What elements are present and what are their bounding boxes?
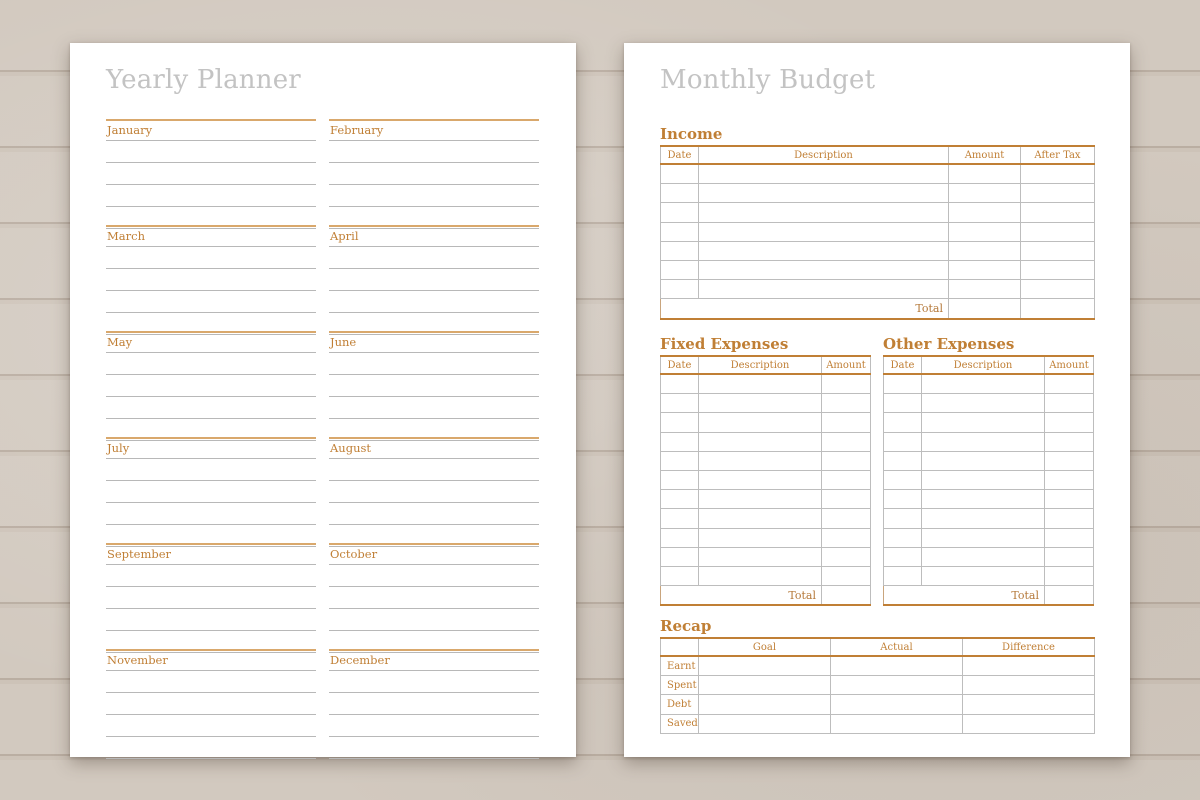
- table-row: [884, 528, 1094, 547]
- recap-row: [661, 714, 1095, 733]
- table-cell[interactable]: [884, 566, 922, 585]
- recap-row: [661, 656, 1095, 676]
- month-label: April: [329, 225, 539, 247]
- table-row: [661, 203, 1095, 222]
- planner-line[interactable]: [329, 481, 539, 503]
- income-col-date: Date: [661, 146, 699, 164]
- recap-row-label: Debt: [661, 695, 699, 714]
- table-cell[interactable]: [822, 413, 871, 432]
- table-cell[interactable]: [884, 490, 922, 509]
- table-cell[interactable]: [699, 432, 822, 451]
- month-block: [329, 649, 539, 759]
- table-cell[interactable]: [1021, 241, 1095, 260]
- table-cell[interactable]: [922, 566, 1045, 585]
- recap-col-actual: Actual: [831, 638, 963, 656]
- table-row: [661, 164, 1095, 184]
- table-row: [661, 374, 871, 394]
- month-block: [329, 119, 539, 229]
- table-cell[interactable]: [699, 280, 949, 299]
- planner-line[interactable]: [329, 269, 539, 291]
- table-row: [661, 184, 1095, 203]
- table-cell[interactable]: [1021, 260, 1095, 279]
- table-cell[interactable]: [1045, 509, 1094, 528]
- planner-line[interactable]: [329, 141, 539, 163]
- table-row: [884, 451, 1094, 470]
- recap-cell[interactable]: [831, 676, 963, 695]
- planner-line[interactable]: [329, 291, 539, 313]
- fixed-col-description: Description: [699, 356, 822, 374]
- table-row: [661, 470, 871, 489]
- table-cell[interactable]: [822, 566, 871, 585]
- other-expenses-table: [883, 355, 1094, 606]
- table-row: [884, 509, 1094, 528]
- planner-line[interactable]: [329, 609, 539, 631]
- recap-cell[interactable]: [963, 714, 1095, 733]
- table-row: [661, 490, 871, 509]
- month-label: March: [106, 225, 316, 247]
- table-row: [661, 280, 1095, 299]
- table-cell[interactable]: [822, 470, 871, 489]
- table-cell[interactable]: [922, 547, 1045, 566]
- table-row: [884, 394, 1094, 413]
- planner-line[interactable]: [106, 185, 316, 207]
- recap-col-difference: Difference: [963, 638, 1095, 656]
- table-cell[interactable]: [699, 241, 949, 260]
- planner-line[interactable]: [329, 715, 539, 737]
- planner-line[interactable]: [106, 587, 316, 609]
- table-row: [884, 490, 1094, 509]
- table-row: [661, 222, 1095, 241]
- table-cell[interactable]: [1045, 566, 1094, 585]
- table-cell[interactable]: [922, 509, 1045, 528]
- table-cell[interactable]: [884, 509, 922, 528]
- table-cell[interactable]: [1021, 222, 1095, 241]
- planner-line[interactable]: [329, 375, 539, 397]
- recap-cell[interactable]: [699, 676, 831, 695]
- table-row: [884, 470, 1094, 489]
- month-label: July: [106, 437, 316, 459]
- table-cell[interactable]: [822, 432, 871, 451]
- table-cell[interactable]: [884, 451, 922, 470]
- table-cell[interactable]: [661, 374, 699, 394]
- recap-rows: [661, 656, 1095, 733]
- planner-line[interactable]: [329, 353, 539, 375]
- total-row: [661, 586, 871, 606]
- table-cell[interactable]: [661, 528, 699, 547]
- month-label: November: [106, 649, 316, 671]
- planner-line[interactable]: [106, 503, 316, 525]
- table-cell[interactable]: [949, 203, 1021, 222]
- table-cell[interactable]: [822, 374, 871, 394]
- month-block: [106, 649, 316, 759]
- table-cell[interactable]: [661, 470, 699, 489]
- planner-line[interactable]: [106, 671, 316, 693]
- table-cell[interactable]: [884, 432, 922, 451]
- table-cell[interactable]: [922, 394, 1045, 413]
- table-cell[interactable]: [822, 509, 871, 528]
- table-cell[interactable]: [884, 374, 922, 394]
- table-cell[interactable]: [922, 374, 1045, 394]
- table-cell[interactable]: [949, 184, 1021, 203]
- table-cell[interactable]: [922, 451, 1045, 470]
- planner-line[interactable]: [329, 247, 539, 269]
- table-cell[interactable]: [1021, 203, 1095, 222]
- table-cell[interactable]: [884, 413, 922, 432]
- income-table: [660, 145, 1095, 320]
- recap-cell[interactable]: [963, 676, 1095, 695]
- planner-line[interactable]: [329, 671, 539, 693]
- total-cell[interactable]: [1045, 586, 1094, 606]
- table-row: [884, 413, 1094, 432]
- table-cell[interactable]: [1045, 413, 1094, 432]
- month-block: [106, 437, 316, 547]
- recap-row-label: Saved: [661, 714, 699, 733]
- table-cell[interactable]: [661, 413, 699, 432]
- recap-cell[interactable]: [699, 714, 831, 733]
- recap-cell[interactable]: [963, 695, 1095, 714]
- table-cell[interactable]: [922, 413, 1045, 432]
- planner-line[interactable]: [106, 715, 316, 737]
- other-expenses-rows: [884, 374, 1094, 605]
- planner-line[interactable]: [329, 163, 539, 185]
- planner-line[interactable]: [329, 185, 539, 207]
- table-cell[interactable]: [1045, 490, 1094, 509]
- recap-cell[interactable]: [831, 714, 963, 733]
- other-col-date: Date: [884, 356, 922, 374]
- table-cell[interactable]: [661, 203, 699, 222]
- month-block: [106, 543, 316, 653]
- table-cell[interactable]: [822, 451, 871, 470]
- month-block: [106, 331, 316, 441]
- table-cell[interactable]: [699, 509, 822, 528]
- table-cell[interactable]: [1045, 394, 1094, 413]
- table-cell[interactable]: [699, 547, 822, 566]
- table-row: [661, 394, 871, 413]
- table-cell[interactable]: [884, 394, 922, 413]
- table-row: [661, 413, 871, 432]
- recap-cell[interactable]: [831, 695, 963, 714]
- table-cell[interactable]: [699, 203, 949, 222]
- table-row: [884, 432, 1094, 451]
- table-cell[interactable]: [661, 490, 699, 509]
- total-label: Total: [661, 299, 949, 319]
- table-cell[interactable]: [699, 394, 822, 413]
- fixed-col-amount: Amount: [822, 356, 871, 374]
- table-cell[interactable]: [699, 413, 822, 432]
- recap-row: [661, 695, 1095, 714]
- month-label: December: [329, 649, 539, 671]
- table-row: [661, 528, 871, 547]
- recap-cell[interactable]: [963, 656, 1095, 676]
- table-cell[interactable]: [1045, 451, 1094, 470]
- table-cell[interactable]: [1045, 432, 1094, 451]
- planner-line[interactable]: [329, 737, 539, 759]
- recap-cell[interactable]: [699, 656, 831, 676]
- table-cell[interactable]: [1021, 184, 1095, 203]
- planner-line[interactable]: [106, 609, 316, 631]
- table-row: [661, 509, 871, 528]
- table-cell[interactable]: [661, 394, 699, 413]
- income-col-amount: Amount: [949, 146, 1021, 164]
- income-col-description: Description: [699, 146, 949, 164]
- table-cell[interactable]: [1021, 164, 1095, 184]
- table-cell[interactable]: [661, 241, 699, 260]
- table-cell[interactable]: [661, 164, 699, 184]
- month-block: [106, 119, 316, 229]
- table-cell[interactable]: [661, 222, 699, 241]
- planner-line[interactable]: [106, 459, 316, 481]
- recap-row: [661, 676, 1095, 695]
- month-block: [329, 225, 539, 335]
- monthly-budget-page: [624, 43, 1130, 757]
- planner-line[interactable]: [106, 397, 316, 419]
- table-row: [884, 374, 1094, 394]
- recap-heading: Recap: [660, 617, 712, 635]
- table-row: [661, 432, 871, 451]
- planner-line[interactable]: [329, 397, 539, 419]
- table-cell[interactable]: [699, 184, 949, 203]
- recap-row-label: Earnt: [661, 656, 699, 676]
- planner-line[interactable]: [329, 587, 539, 609]
- table-cell[interactable]: [699, 260, 949, 279]
- month-label: January: [106, 119, 316, 141]
- total-row: [661, 299, 1095, 319]
- planner-line[interactable]: [106, 141, 316, 163]
- table-cell[interactable]: [661, 547, 699, 566]
- planner-line[interactable]: [106, 565, 316, 587]
- table-row: [661, 260, 1095, 279]
- table-cell[interactable]: [699, 490, 822, 509]
- month-label: May: [106, 331, 316, 353]
- table-cell[interactable]: [699, 374, 822, 394]
- planner-line[interactable]: [329, 503, 539, 525]
- recap-table: [660, 637, 1095, 734]
- fixed-expenses-rows: [661, 374, 871, 605]
- table-cell[interactable]: [822, 490, 871, 509]
- total-cell[interactable]: [949, 299, 1021, 319]
- table-cell[interactable]: [661, 432, 699, 451]
- table-row: [884, 547, 1094, 566]
- table-cell[interactable]: [1021, 280, 1095, 299]
- table-cell[interactable]: [699, 566, 822, 585]
- table-cell[interactable]: [949, 164, 1021, 184]
- yearly-planner-page: [70, 43, 576, 757]
- table-cell[interactable]: [661, 184, 699, 203]
- income-heading: Income: [660, 125, 723, 143]
- month-label: October: [329, 543, 539, 565]
- planner-line[interactable]: [329, 459, 539, 481]
- table-cell[interactable]: [884, 528, 922, 547]
- table-cell[interactable]: [884, 547, 922, 566]
- total-row: [884, 586, 1094, 606]
- table-cell[interactable]: [922, 432, 1045, 451]
- table-cell[interactable]: [884, 470, 922, 489]
- planner-line[interactable]: [329, 565, 539, 587]
- income-col-after-tax: After Tax: [1021, 146, 1095, 164]
- month-label: February: [329, 119, 539, 141]
- planner-line[interactable]: [106, 353, 316, 375]
- table-cell[interactable]: [1045, 547, 1094, 566]
- planner-line[interactable]: [106, 481, 316, 503]
- other-col-description: Description: [922, 356, 1045, 374]
- planner-line[interactable]: [106, 163, 316, 185]
- table-cell[interactable]: [699, 528, 822, 547]
- table-cell[interactable]: [949, 280, 1021, 299]
- monthly-budget-title: Monthly Budget: [660, 65, 876, 95]
- table-cell[interactable]: [1045, 470, 1094, 489]
- recap-col-goal: Goal: [699, 638, 831, 656]
- table-cell[interactable]: [922, 490, 1045, 509]
- table-cell[interactable]: [661, 509, 699, 528]
- table-cell[interactable]: [661, 260, 699, 279]
- fixed-expenses-table: [660, 355, 871, 606]
- table-row: [661, 451, 871, 470]
- table-cell[interactable]: [661, 280, 699, 299]
- table-cell[interactable]: [822, 394, 871, 413]
- table-cell[interactable]: [661, 451, 699, 470]
- total-label: Total: [884, 586, 1045, 606]
- table-cell[interactable]: [699, 451, 822, 470]
- planner-line[interactable]: [106, 375, 316, 397]
- table-cell[interactable]: [1045, 528, 1094, 547]
- month-block: [106, 225, 316, 335]
- other-expenses-heading: Other Expenses: [883, 335, 1015, 353]
- month-label: September: [106, 543, 316, 565]
- total-cell[interactable]: [1021, 299, 1095, 319]
- month-block: [329, 437, 539, 547]
- table-cell[interactable]: [699, 164, 949, 184]
- month-label: June: [329, 331, 539, 353]
- total-label: Total: [661, 586, 822, 606]
- recap-cell[interactable]: [699, 695, 831, 714]
- table-row: [884, 566, 1094, 585]
- planner-line[interactable]: [106, 291, 316, 313]
- total-cell[interactable]: [822, 586, 871, 606]
- table-cell[interactable]: [949, 222, 1021, 241]
- other-col-amount: Amount: [1045, 356, 1094, 374]
- table-cell[interactable]: [922, 470, 1045, 489]
- table-cell[interactable]: [1045, 374, 1094, 394]
- planner-line[interactable]: [106, 269, 316, 291]
- month-label: August: [329, 437, 539, 459]
- fixed-col-date: Date: [661, 356, 699, 374]
- planner-line[interactable]: [106, 693, 316, 715]
- yearly-planner-title: Yearly Planner: [106, 65, 301, 95]
- table-cell[interactable]: [922, 528, 1045, 547]
- planner-line[interactable]: [106, 737, 316, 759]
- table-cell[interactable]: [822, 547, 871, 566]
- table-cell[interactable]: [949, 260, 1021, 279]
- recap-cell[interactable]: [831, 656, 963, 676]
- recap-col-label: [661, 638, 699, 656]
- table-row: [661, 547, 871, 566]
- table-cell[interactable]: [661, 566, 699, 585]
- table-cell[interactable]: [699, 222, 949, 241]
- planner-line[interactable]: [329, 693, 539, 715]
- planner-line[interactable]: [106, 247, 316, 269]
- table-cell[interactable]: [699, 470, 822, 489]
- fixed-expenses-heading: Fixed Expenses: [660, 335, 789, 353]
- month-block: [329, 543, 539, 653]
- table-row: [661, 241, 1095, 260]
- recap-row-label: Spent: [661, 676, 699, 695]
- month-block: [329, 331, 539, 441]
- table-row: [661, 566, 871, 585]
- table-cell[interactable]: [949, 241, 1021, 260]
- income-rows: [661, 164, 1095, 319]
- table-cell[interactable]: [822, 528, 871, 547]
